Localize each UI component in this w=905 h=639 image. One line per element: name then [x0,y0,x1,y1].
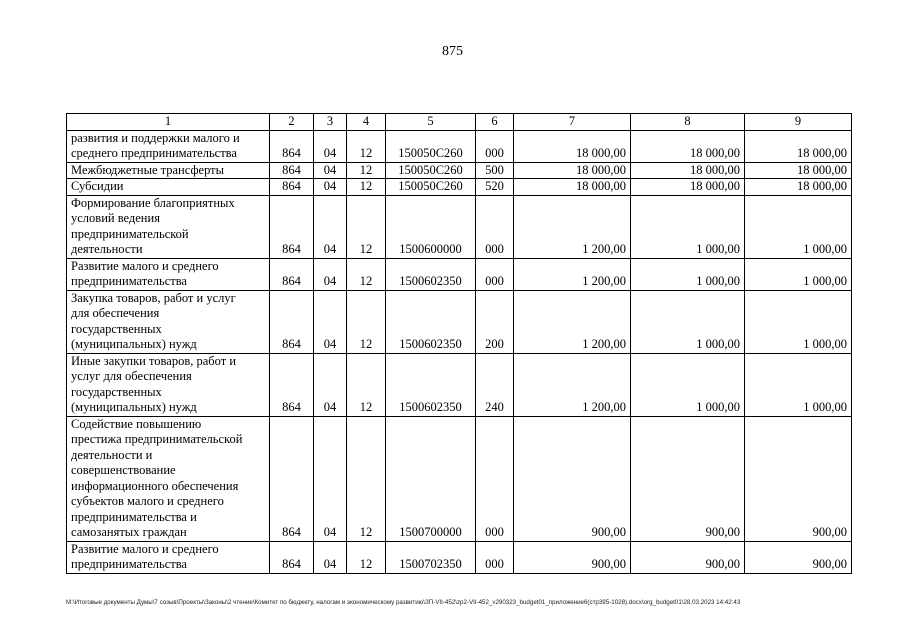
amount-cell: 900,00 [745,541,852,573]
section-code-cell: 04 [314,162,347,179]
amount-cell: 900,00 [631,416,745,541]
ministry-code-cell: 864 [270,130,314,162]
amount-cell: 1 000,00 [631,258,745,290]
target-article-cell: 1500700000 [386,416,476,541]
header-row [67,114,852,131]
ministry-code-cell: 864 [270,258,314,290]
section-code-cell: 04 [314,258,347,290]
amount-cell: 1 000,00 [631,195,745,258]
expense-type-cell: 000 [476,130,514,162]
amount-cell: 1 000,00 [631,353,745,416]
section-code-cell: 04 [314,353,347,416]
row-name-line: предпринимательства [71,557,187,571]
row-name-line: для обеспечения [71,306,160,320]
row-name-line: совершенствование [71,463,176,477]
row-name-cell [67,162,270,179]
table-row [67,162,852,179]
row-name-line: (муниципальных) нужд [71,337,197,351]
ministry-code-cell: 864 [270,541,314,573]
section-code-cell: 04 [314,416,347,541]
row-name-cell [67,416,270,541]
amount-cell: 900,00 [514,541,631,573]
target-article-cell: 150050C260 [386,130,476,162]
amount-cell: 18 000,00 [514,162,631,179]
row-name-line: Развитие малого и среднего [71,258,219,273]
row-name-line: Субсидии [71,179,124,193]
row-name-line: Формирование благоприятных [71,195,235,210]
row-name-line: Развитие малого и среднего [71,541,219,556]
table-row [67,353,852,416]
amount-cell: 900,00 [745,416,852,541]
amount-cell: 900,00 [514,416,631,541]
row-name-line: государственных [71,321,162,336]
amount-cell: 1 000,00 [745,353,852,416]
table-body [67,114,852,574]
amount-cell: 1 000,00 [745,195,852,258]
subsection-code-cell: 12 [347,258,386,290]
row-name-line: предпринимательства и [71,509,197,524]
expense-type-cell: 500 [476,162,514,179]
row-name-line: предпринимательства [71,274,187,288]
row-name-line: среднего предпринимательства [71,146,237,160]
header-cell: 1 [67,114,270,131]
header-cell: 9 [745,114,852,131]
row-name-line: информационного обеспечения [71,478,239,493]
amount-cell: 1 200,00 [514,290,631,353]
row-name-line: государственных [71,384,162,399]
header-cell: 7 [514,114,631,131]
row-name-line: услуг для обеспечения [71,369,192,383]
amount-cell: 18 000,00 [745,162,852,179]
row-name-line: Закупка товаров, работ и услуг [71,290,236,305]
amount-cell: 1 000,00 [631,290,745,353]
row-name-line: деятельности и [71,447,153,462]
table-row [67,290,852,353]
section-code-cell: 04 [314,541,347,573]
expense-type-cell: 000 [476,195,514,258]
target-article-cell: 1500602350 [386,258,476,290]
row-name-cell [67,195,270,258]
row-name-line: самозанятых граждан [71,525,187,539]
subsection-code-cell: 12 [347,541,386,573]
row-name-line: субъектов малого и среднего [71,494,224,508]
header-cell: 3 [314,114,347,131]
table-row [67,195,852,258]
ministry-code-cell: 864 [270,195,314,258]
header-cell: 4 [347,114,386,131]
table-row [67,541,852,573]
row-name-cell [67,130,270,162]
table-row [67,416,852,541]
amount-cell: 18 000,00 [631,162,745,179]
row-name-line: (муниципальных) нужд [71,400,197,414]
ministry-code-cell: 864 [270,353,314,416]
subsection-code-cell: 12 [347,290,386,353]
subsection-code-cell: 12 [347,195,386,258]
row-name-line: условий ведения [71,211,160,225]
amount-cell: 18 000,00 [745,130,852,162]
subsection-code-cell: 12 [347,179,386,196]
ministry-code-cell: 864 [270,416,314,541]
row-name-cell [67,290,270,353]
expense-type-cell: 200 [476,290,514,353]
amount-cell: 18 000,00 [631,130,745,162]
expense-type-cell: 520 [476,179,514,196]
row-name-line: развития и поддержки малого и [71,130,240,145]
table-row [67,179,852,196]
subsection-code-cell: 12 [347,162,386,179]
target-article-cell: 1500600000 [386,195,476,258]
ministry-code-cell: 864 [270,162,314,179]
target-article-cell: 1500602350 [386,290,476,353]
ministry-code-cell: 864 [270,290,314,353]
table-row [67,130,852,162]
target-article-cell: 150050C260 [386,162,476,179]
expense-type-cell: 000 [476,258,514,290]
header-cell: 5 [386,114,476,131]
expense-type-cell: 000 [476,541,514,573]
row-name-line: престижа предпринимательской [71,432,243,446]
amount-cell: 18 000,00 [745,179,852,196]
amount-cell: 18 000,00 [514,179,631,196]
row-name-line: деятельности [71,242,143,256]
document-path-footer: M:\Итоговые документы Думы\7 созыв\Проекты\Законы\2 чтение\Комитет по бюджету, налогам и экономическому развитию\ЗП-VII-452\zp2-VII-452_v290323_budget01_приложение6(стр395-1028).docx\org_budget01\28.03.2023 14:42:43 [66,599,741,606]
subsection-code-cell: 12 [347,130,386,162]
amount-cell: 900,00 [631,541,745,573]
row-name-cell [67,258,270,290]
subsection-code-cell: 12 [347,353,386,416]
section-code-cell: 04 [314,195,347,258]
header-cell: 6 [476,114,514,131]
header-cell: 2 [270,114,314,131]
target-article-cell: 1500602350 [386,353,476,416]
table-row [67,258,852,290]
amount-cell: 18 000,00 [631,179,745,196]
target-article-cell: 150050C260 [386,179,476,196]
page-number: 875 [442,44,463,59]
amount-cell: 18 000,00 [514,130,631,162]
amount-cell: 1 000,00 [745,290,852,353]
budget-table [66,113,852,574]
amount-cell: 1 200,00 [514,353,631,416]
amount-cell: 1 200,00 [514,258,631,290]
row-name-line: Содействие повышению [71,416,202,431]
section-code-cell: 04 [314,130,347,162]
expense-type-cell: 240 [476,353,514,416]
subsection-code-cell: 12 [347,416,386,541]
expense-type-cell: 000 [476,416,514,541]
amount-cell: 1 200,00 [514,195,631,258]
amount-cell: 1 000,00 [745,258,852,290]
section-code-cell: 04 [314,290,347,353]
row-name-cell [67,179,270,196]
ministry-code-cell: 864 [270,179,314,196]
row-name-line: Межбюджетные трансферты [71,162,225,177]
target-article-cell: 1500702350 [386,541,476,573]
section-code-cell: 04 [314,179,347,196]
row-name-cell [67,541,270,573]
row-name-line: Иные закупки товаров, работ и [71,353,237,368]
row-name-cell [67,353,270,416]
header-cell: 8 [631,114,745,131]
row-name-line: предпринимательской [71,226,189,241]
